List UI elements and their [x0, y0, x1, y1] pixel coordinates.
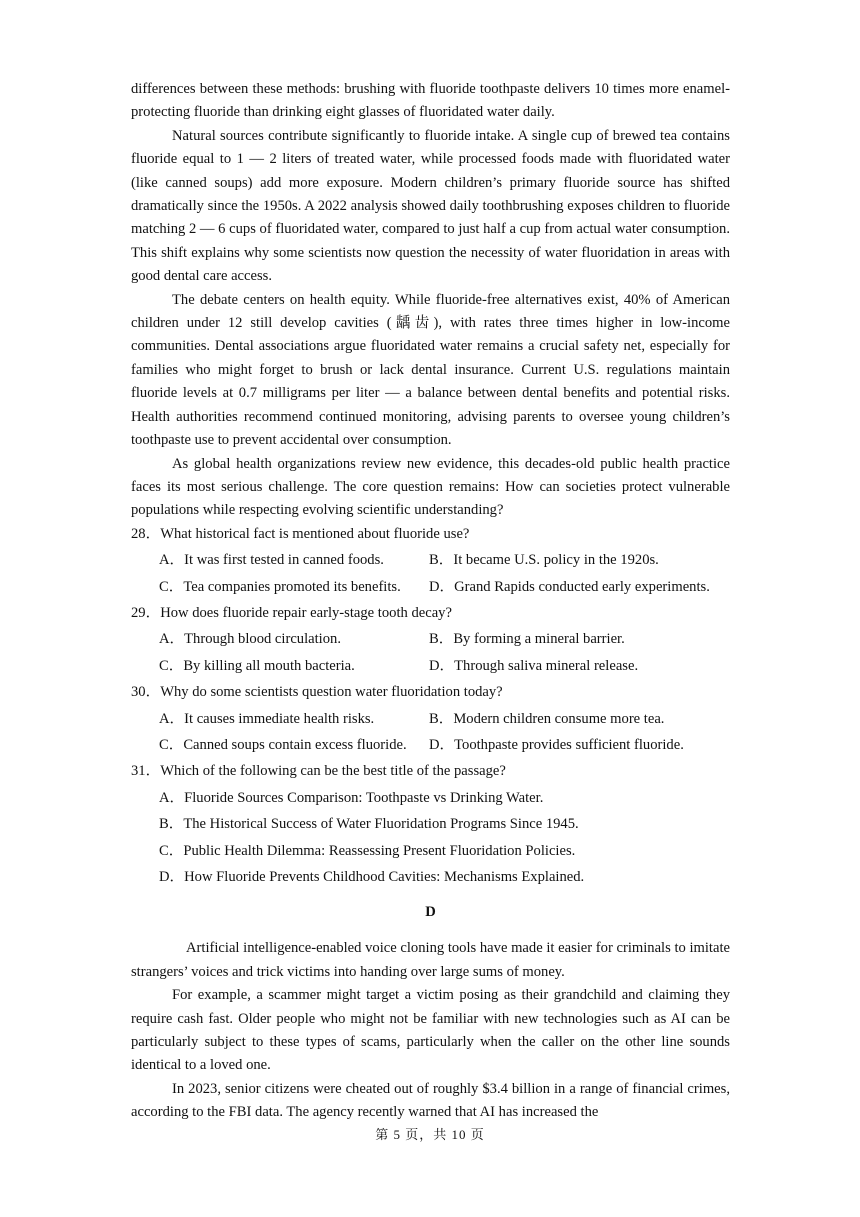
passage-paragraph: Natural sources contribute significantly to fluoride intake. A single cup of brewed tea contains fluoride equal to 1 — 2 liters of treated water, while processed foods made with fluoridated water (like canned soups) add more exposure. Modern children’s primary fluoride source has shifted dramatically since the 1950s. A 2022 analysis showed daily toothbrushing exposes children to fluoride matching 2 — 6 cups of fluoridated water, compared to just half a cup from actual water consumption. This shift explains why some scientists now question the necessity of water fluoridation in areas with good dental care access. — [131, 127, 730, 285]
passage-paragraph: Artificial intelligence-enabled voice cloning tools have made it easier for criminals to imitate strangers’ voices and trick victims into handing over large sums of money. — [131, 940, 730, 980]
passage-paragraph: differences between these methods: brushing with fluoride toothpaste delivers 10 times more enamel-protecting fluoride than drinking eight glasses of fluoridated water daily. — [131, 81, 730, 121]
option-b: B．The Historical Success of Water Fluoridation Programs Since 1945. — [159, 816, 579, 833]
option-row — [131, 549, 730, 572]
option-row — [131, 628, 730, 651]
question-stem: 28．What historical fact is mentioned about fluoride use? — [131, 525, 470, 542]
option-c: C．Tea companies promoted its benefits. — [159, 578, 401, 595]
question-31 — [131, 760, 730, 889]
option-d: D．How Fluoride Prevents Childhood Cavities: Mechanisms Explained. — [159, 869, 585, 885]
question-stem: 31．Which of the following can be the best title of the passage? — [131, 763, 506, 780]
option-d: D．Grand Rapids conducted early experiments. — [429, 578, 710, 595]
option-b: B．Modern children consume more tea. — [429, 710, 665, 727]
option-a: A．Through blood circulation. — [159, 631, 341, 648]
option-a: A．It was first tested in canned foods. — [159, 552, 384, 569]
question-29 — [131, 602, 730, 678]
option-d: D．Through saliva mineral release. — [429, 657, 639, 674]
passage-paragraph: As global health organizations review new evidence, this decades-old public health practice faces its most serious challenge. The core question remains: How can societies protect vulnerable populations while respecting evolving scientific understanding? — [131, 455, 730, 519]
option-a: A．Fluoride Sources Comparison: Toothpaste vs Drinking Water. — [159, 789, 544, 806]
passage-paragraph: The debate centers on health equity. While fluoride-free alternatives exist, 40% of American children under 12 still develop cavities (龋齿), with rates three times higher in low-income communities. Dental associations argue fluoridated water remains a crucial safety net, especially for families who might forget to brush or lack dental insurance. Current U.S. regulations maintain fluoride levels at 0.7 milligrams per liter — a balance between dental benefits and potential risks. Health authorities recommend continued monitoring, advising parents to oversee young children’s toothpaste use to prevent accidental over consumption. — [131, 291, 730, 449]
option-c: C．Public Health Dilemma: Reassessing Present Fluoridation Policies. — [159, 842, 576, 859]
passage-paragraph: For example, a scammer might target a victim posing as their grandchild and claiming they require cash fast. Older people who might not be familiar with new technologies such as AI can be particularly subject to these types of scams, particularly when the caller on the other line sounds identical to a loved one. — [131, 987, 730, 1074]
question-30 — [131, 681, 730, 757]
question-stem: 29．How does fluoride repair early-stage tooth decay? — [131, 604, 452, 621]
option-b: B．It became U.S. policy in the 1920s. — [429, 552, 659, 569]
option-a: A．It causes immediate health risks. — [159, 710, 375, 727]
document-page — [131, 78, 730, 1125]
passage-paragraph: In 2023, senior citizens were cheated out of roughly $3.4 billion in a range of financial crimes, according to the FBI data. The agency recently warned that AI has increased the — [131, 1080, 730, 1121]
question-stem: 30．Why do some scientists question water fluoridation today? — [131, 684, 503, 701]
option-row — [131, 655, 730, 678]
section-heading: D — [425, 904, 436, 921]
option-row — [131, 708, 730, 731]
option-row — [131, 734, 730, 757]
option-row — [131, 576, 730, 599]
option-c: C．By killing all mouth bacteria. — [159, 657, 355, 674]
question-28 — [131, 523, 730, 599]
option-d: D．Toothpaste provides sufficient fluoride. — [429, 736, 684, 753]
option-b: B．By forming a mineral barrier. — [429, 631, 625, 648]
option-c: C．Canned soups contain excess fluoride. — [159, 736, 407, 753]
page-number-footer: 第 5 页，共 10 页 — [375, 1127, 485, 1142]
